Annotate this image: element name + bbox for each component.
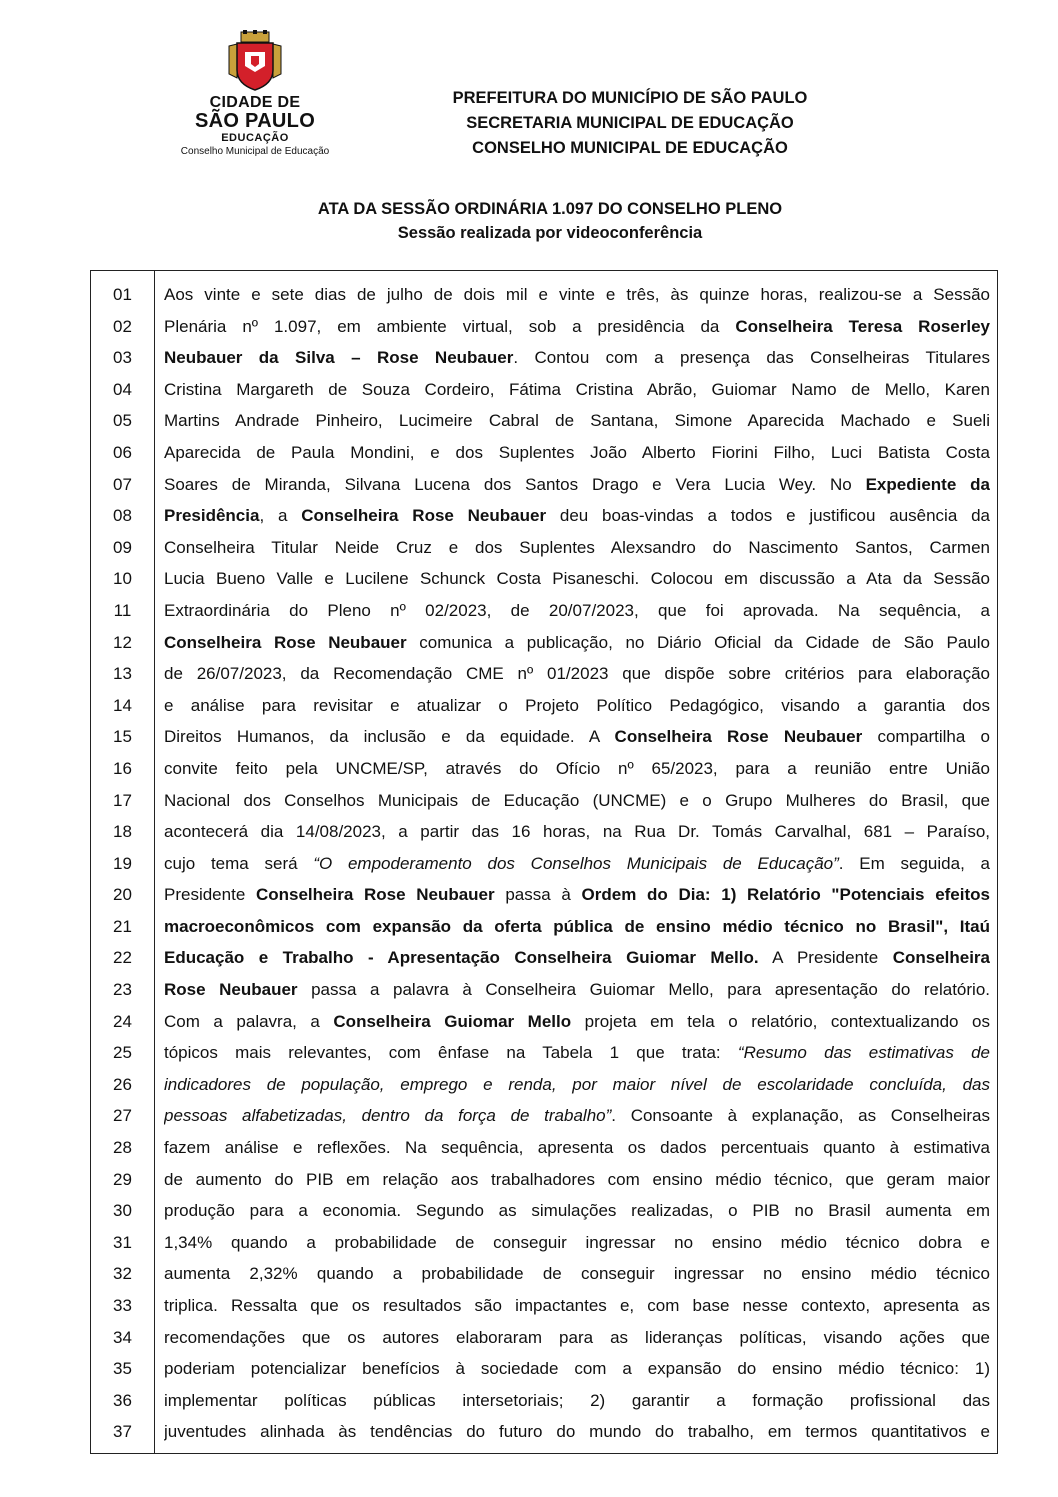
text-segment: Direitos Humanos, da inclusão e da equidade. A [164,727,615,747]
text-line [164,627,990,659]
text-line [164,500,990,532]
text-segment: comunica a publicação, no Diário Oficial da Cidade de São Paulo [406,632,990,652]
line-number: 04 [113,379,132,399]
text-line [164,848,990,880]
text-line [164,1290,990,1322]
text-segment: passa à [494,885,582,905]
line-number: 34 [113,1327,132,1347]
text-segment: tópicos mais relevantes, com ênfase na Tabela 1 que trata: [164,1043,738,1063]
header-prefeitura: PREFEITURA DO MUNICÍPIO DE SÃO PAULO [452,89,808,107]
text-segment: . Contou com a presença das Conselheiras Titulares [513,348,990,368]
text-segment: de aumento do PIB em relação aos trabalhadores com ensino médio técnico, que geram maior [164,1169,990,1189]
line-number: 16 [113,758,132,778]
text-segment: compartilha o [862,727,990,747]
text-line [164,753,990,785]
text-segment: cujo tema será [164,853,314,873]
bold-text: Rose Neubauer [164,980,298,1000]
line-number: 05 [113,411,132,431]
line-number: 08 [113,506,132,526]
line-number: 15 [113,727,132,747]
text-segment: de 26/07/2023, da Recomendação CME nº 01/2023 que dispõe sobre critérios para elaboração [164,664,990,684]
bold-text: Ordem do Dia: 1) Relatório "Potenciais efeitos [581,885,990,905]
logo-city-name: SÃO PAULO [194,110,316,132]
text-line [164,911,990,943]
minutes-text-column [164,279,990,1448]
bold-text: Educação e Trabalho - Apresentação Conselheira Guiomar Mello. [164,948,759,968]
text-line [164,1227,990,1259]
line-number: 14 [113,695,132,715]
line-number: 06 [113,442,132,462]
bold-text: Conselheira Teresa Roserley [735,316,990,336]
text-line [164,342,990,374]
text-line [164,563,990,595]
text-line [164,1353,990,1385]
text-segment: Extraordinária do Pleno nº 02/2023, de 20/07/2023, que foi aprovada. Na sequência, a [164,600,990,620]
line-number: 19 [113,853,132,873]
text-segment: Aparecida de Paula Mondini, e dos Suplentes João Alberto Fiorini Filho, Luci Batista Costa [164,442,990,462]
text-segment: Com a palavra, a [164,1011,334,1031]
line-number: 28 [113,1138,132,1158]
line-number-column [91,279,154,1448]
text-segment: A Presidente [758,948,893,968]
text-segment: , a [259,506,302,526]
column-divider [154,271,155,1453]
text-line [164,942,990,974]
line-number: 32 [113,1264,132,1284]
logo-department: EDUCAÇÃO [221,132,289,144]
text-segment: produção para a economia. Segundo as simulações realizadas, o PIB no Brasil aumenta em [164,1201,990,1221]
text-segment: Martins Andrade Pinheiro, Lucimeire Cabral de Santana, Simone Aparecida Machado e Sueli [164,411,990,431]
header-conselho: CONSELHO MUNICIPAL DE EDUCAÇÃO [472,139,788,157]
bold-text: Conselheira Rose Neubauer [255,885,495,905]
text-line [164,1416,990,1448]
line-number: 36 [113,1390,132,1410]
line-number: 33 [113,1296,132,1315]
bold-text: Conselheira Rose Neubauer [614,727,863,747]
logo [170,30,340,165]
line-number: 27 [113,1106,132,1126]
italic-text: indicadores de população, emprego e renda, por maior nível de escolaridade concluída, das [164,1074,990,1094]
line-number: 35 [113,1359,132,1379]
text-segment: triplica. Ressalta que os resultados são impactantes e, com base nesse contexto, apresenta as [164,1296,990,1315]
text-line [164,1195,990,1227]
text-segment: Conselheira Titular Neide Cruz e dos Suplentes Alexsandro do Nascimento Santos, Carmen [164,537,990,557]
line-number: 23 [113,980,132,1000]
text-line [164,816,990,848]
text-segment: implementar políticas públicas intersetoriais; 2) garantir a formação profissional das [164,1390,990,1410]
text-segment: Aos vinte e sete dias de julho de dois mil e vinte e três, às quinze horas, realizou-se a Sessão [164,285,990,304]
document-title [160,197,940,245]
text-segment: Cristina Margareth de Souza Cordeiro, Fátima Cristina Abrão, Guiomar Namo de Mello, Karen [164,379,990,399]
text-segment: fazem análise e reflexões. Na sequência, apresenta os dados percentuais quanto à estimativa [164,1138,990,1158]
italic-text: pessoas alfabetizadas, dentro da força de trabalho” [164,1106,612,1126]
minutes-table [90,270,998,1454]
logo-council: Conselho Municipal de Educação [180,146,330,157]
text-segment: deu boas-vindas a todos e justificou ausência da [546,506,990,526]
text-segment: Plenária nº 1.097, em ambiente virtual, sob a presidência da [164,316,736,336]
text-line [164,405,990,437]
logo-city-line: CIDADE DE [209,94,301,111]
text-line [164,1385,990,1417]
text-line [164,1069,990,1101]
line-number: 30 [113,1201,132,1221]
line-number: 10 [113,569,132,589]
bold-text: Expediente da [865,474,990,494]
text-line [164,1037,990,1069]
bold-text: Conselheira [892,948,990,968]
text-segment: Soares de Miranda, Silvana Lucena dos Santos Drago e Vera Lucia Wey. No [164,474,866,494]
text-line [164,1100,990,1132]
text-segment: Lucia Bueno Valle e Lucilene Schunck Costa Pisaneschi. Colocou em discussão a Ata da Sessão [164,569,990,589]
text-line [164,1132,990,1164]
line-number: 25 [113,1043,132,1063]
text-line [164,785,990,817]
text-segment: projeta em tela o relatório, contextualizando os [571,1011,990,1031]
bold-text: Neubauer da Silva – Rose Neubauer [164,348,514,368]
line-number: 29 [113,1169,132,1189]
line-number: 31 [113,1232,132,1252]
title-subtitle: Sessão realizada por videoconferência [397,224,703,242]
line-number: 12 [113,632,132,652]
text-line [164,437,990,469]
coat-of-arms-icon [223,30,287,92]
line-number: 03 [113,348,132,368]
line-number: 20 [113,885,132,905]
text-line [164,532,990,564]
line-number: 11 [113,600,132,620]
italic-text: “O empoderamento dos Conselhos Municipais de Educação” [313,853,839,873]
text-line [164,1164,990,1196]
header-secretaria: SECRETARIA MUNICIPAL DE EDUCAÇÃO [466,114,794,132]
bold-text: macroeconômicos com expansão da oferta pública de ensino médio técnico no Brasil", Itaú [164,916,990,936]
text-segment: . Em seguida, a [838,853,990,873]
line-number: 17 [113,790,132,810]
line-number: 01 [113,285,132,304]
text-line [164,469,990,501]
text-line [164,690,990,722]
bold-text: Presidência [164,506,260,526]
text-line [164,879,990,911]
line-number: 13 [113,664,132,684]
text-line [164,1322,990,1354]
text-segment: convite feito pela UNCME/SP, através do Ofício nº 65/2023, para a reunião entre União [164,758,990,778]
bold-text: Conselheira Rose Neubauer [164,632,407,652]
title-main: ATA DA SESSÃO ORDINÁRIA 1.097 DO CONSELHO PLENO [317,200,783,218]
text-line [164,1258,990,1290]
text-segment: . Consoante à explanação, as Conselheiras [611,1106,990,1126]
italic-text: “Resumo das estimativas de [737,1043,990,1063]
line-number: 02 [113,316,132,336]
page-header [380,86,880,161]
text-line [164,374,990,406]
line-number: 37 [113,1422,132,1442]
text-line [164,1006,990,1038]
text-segment: e análise para revisitar e atualizar o Projeto Político Pedagógico, visando a garantia dos [164,695,990,715]
text-line [164,721,990,753]
bold-text: Conselheira Guiomar Mello [333,1011,572,1031]
text-segment: recomendações que os autores elaboraram para as lideranças políticas, visando ações que [164,1327,990,1347]
text-line [164,279,990,311]
line-number: 24 [113,1011,132,1031]
text-segment: 1,34% quando a probabilidade de conseguir ingressar no ensino médio técnico dobra e [164,1232,990,1252]
text-line [164,974,990,1006]
text-segment: poderiam potencializar benefícios à sociedade com a expansão do ensino médio técnico: 1) [164,1359,990,1379]
text-segment: Nacional dos Conselhos Municipais de Educação (UNCME) e o Grupo Mulheres do Brasil, que [164,790,990,810]
line-number: 22 [113,948,132,968]
text-segment: acontecerá dia 14/08/2023, a partir das 16 horas, na Rua Dr. Tomás Carvalhal, 681 – Paraíso, [164,822,990,842]
text-segment: aumenta 2,32% quando a probabilidade de conseguir ingressar no ensino médio técnico [164,1264,990,1284]
text-segment: juventudes alinhada às tendências do futuro do mundo do trabalho, em termos quantitativos e [164,1422,990,1442]
text-line [164,658,990,690]
line-number: 26 [113,1074,132,1094]
text-segment: passa a palavra à Conselheira Guiomar Mello, para apresentação do relatório. [297,980,990,1000]
line-number: 18 [113,822,132,842]
bold-text: Conselheira Rose Neubauer [301,506,547,526]
text-line [164,595,990,627]
line-number: 07 [113,474,132,494]
text-line [164,311,990,343]
line-number: 21 [113,916,132,936]
text-segment: Presidente [164,885,256,905]
line-number: 09 [113,537,132,557]
